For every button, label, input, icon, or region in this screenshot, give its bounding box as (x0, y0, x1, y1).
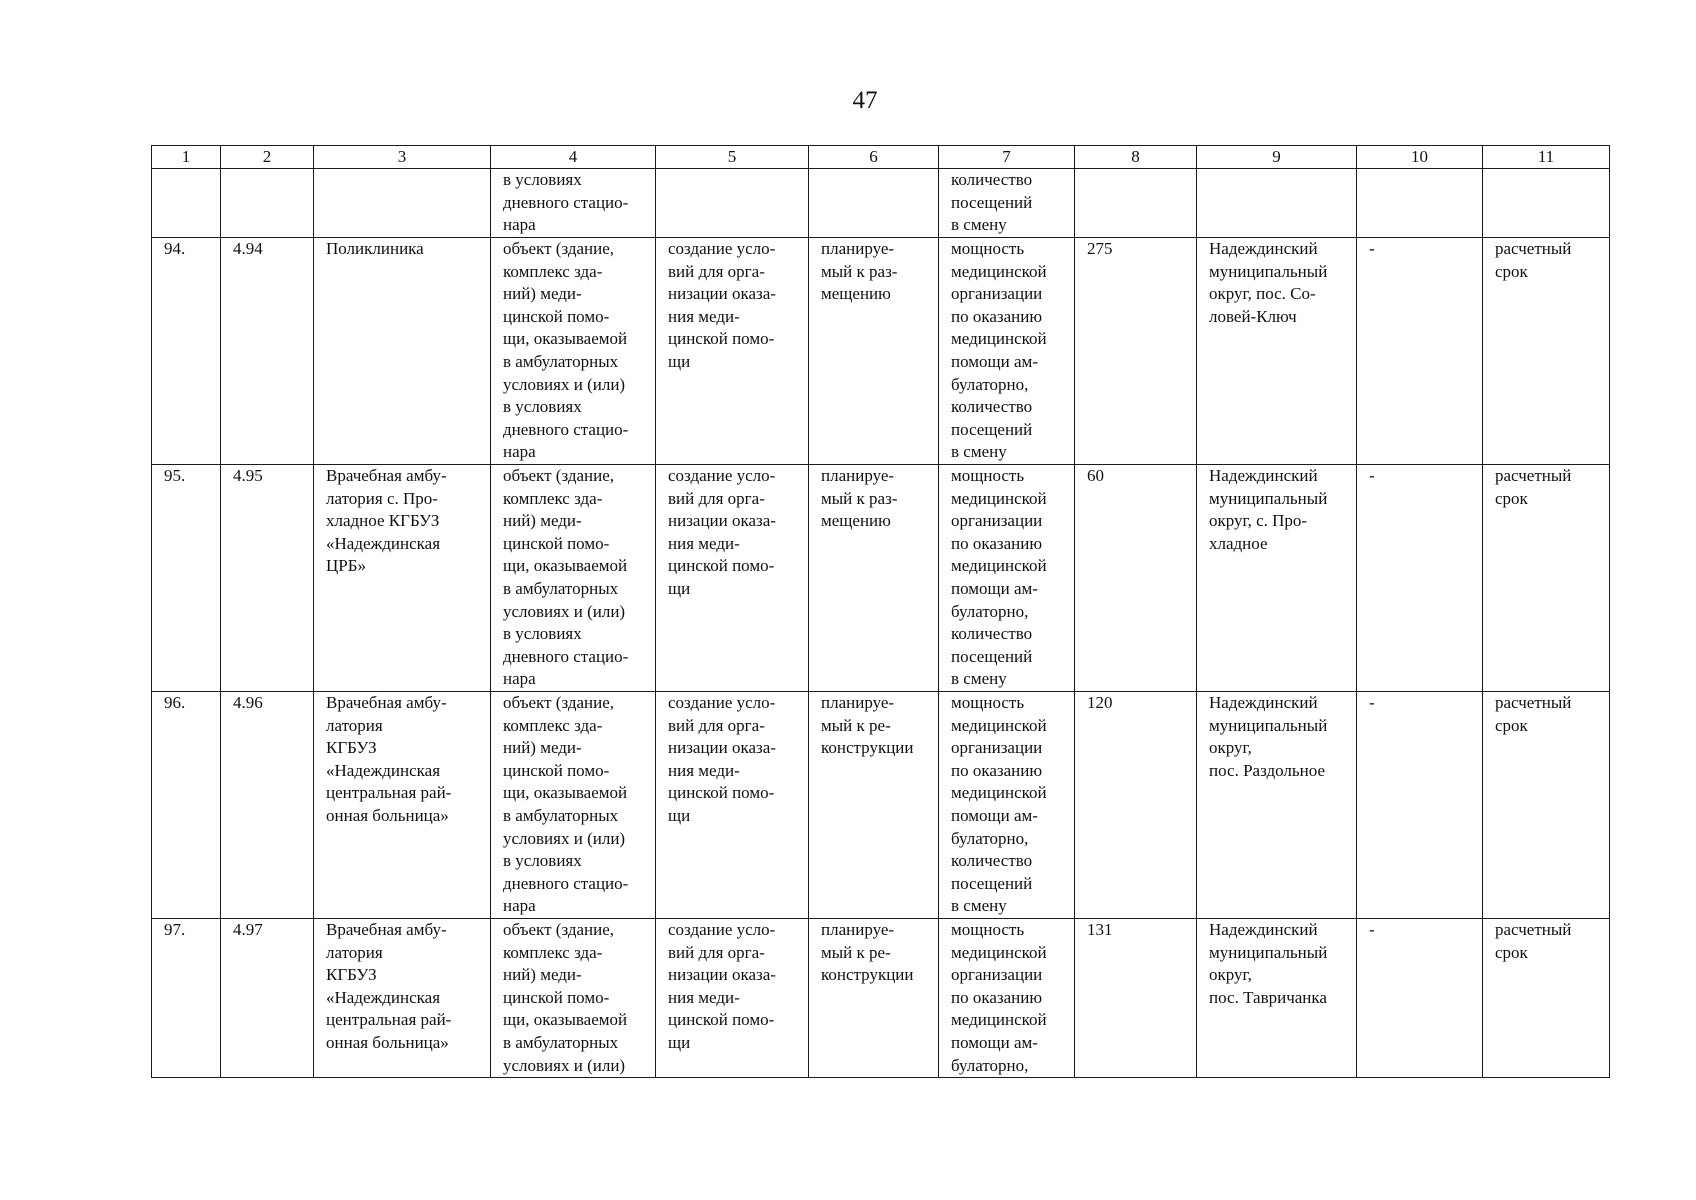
table-cell (221, 169, 314, 238)
item-code: 4.97 (221, 919, 314, 1078)
item-code: 4.95 (221, 465, 314, 692)
facility-name: Поликлиника (314, 238, 491, 465)
zone: - (1357, 238, 1483, 465)
facilities-table (151, 145, 1610, 1078)
capacity-value: 60 (1075, 465, 1197, 692)
zone: - (1357, 919, 1483, 1078)
facility-type: объект (здание, комплекс зда- ний) меди- цинской помо- щи, оказываемой в амбулаторных условиях и (или) (491, 919, 656, 1078)
capacity-value: 131 (1075, 919, 1197, 1078)
location: Надеждинский муниципальный округ, пос. Со- ловей-Ключ (1197, 238, 1357, 465)
location: Надеждинский муниципальный округ, пос. Тавричанка (1197, 919, 1357, 1078)
column-number: 4 (491, 146, 656, 169)
status: планируе- мый к ре- конструкции (809, 692, 939, 919)
location: Надеждинский муниципальный округ, с. Про- хладное (1197, 465, 1357, 692)
facility-name: Врачебная амбу- латория КГБУЗ «Надеждинская центральная рай- онная больница» (314, 919, 491, 1078)
item-code: 4.94 (221, 238, 314, 465)
item-code: 4.96 (221, 692, 314, 919)
table-cell: количество посещений в смену (939, 169, 1075, 238)
column-number: 3 (314, 146, 491, 169)
status: планируе- мый к ре- конструкции (809, 919, 939, 1078)
term: расчетный срок (1483, 465, 1610, 692)
table-cell (1197, 169, 1357, 238)
row-number: 95. (152, 465, 221, 692)
column-number: 6 (809, 146, 939, 169)
table-row-97 (152, 919, 1610, 1078)
zone: - (1357, 465, 1483, 692)
column-number: 1 (152, 146, 221, 169)
capacity-description: мощность медицинской организации по оказанию медицинской помощи ам- булаторно, (939, 919, 1075, 1078)
row-number: 96. (152, 692, 221, 919)
term: расчетный срок (1483, 919, 1610, 1078)
facility-name: Врачебная амбу- латория с. Про- хладное КГБУЗ «Надеждинская ЦРБ» (314, 465, 491, 692)
table-row-continuation (152, 169, 1610, 238)
capacity-value: 120 (1075, 692, 1197, 919)
term: расчетный срок (1483, 238, 1610, 465)
page-number: 47 (852, 87, 878, 114)
column-number: 11 (1483, 146, 1610, 169)
facility-type: объект (здание, комплекс зда- ний) меди- цинской помо- щи, оказываемой в амбулаторных условиях и (или) в условиях дневного стацио- нара (491, 465, 656, 692)
facility-type: объект (здание, комплекс зда- ний) меди- цинской помо- щи, оказываемой в амбулаторных условиях и (или) в условиях дневного стацио- нара (491, 238, 656, 465)
table-row-95 (152, 465, 1610, 692)
capacity-description: мощность медицинской организации по оказанию медицинской помощи ам- булаторно, количество посещений в смену (939, 238, 1075, 465)
facility-type: объект (здание, комплекс зда- ний) меди- цинской помо- щи, оказываемой в амбулаторных условиях и (или) в условиях дневного стацио- нара (491, 692, 656, 919)
capacity-description: мощность медицинской организации по оказанию медицинской помощи ам- булаторно, количество посещений в смену (939, 465, 1075, 692)
column-number: 5 (656, 146, 809, 169)
purpose: создание усло- вий для орга- низации оказа- ния меди- цинской помо- щи (656, 465, 809, 692)
purpose: создание усло- вий для орга- низации оказа- ния меди- цинской помо- щи (656, 692, 809, 919)
table-row-96 (152, 692, 1610, 919)
column-number: 7 (939, 146, 1075, 169)
column-number-row (152, 146, 1610, 169)
table-cell (1357, 169, 1483, 238)
column-number: 10 (1357, 146, 1483, 169)
purpose: создание усло- вий для орга- низации оказа- ния меди- цинской помо- щи (656, 919, 809, 1078)
table-cell (152, 169, 221, 238)
column-number: 8 (1075, 146, 1197, 169)
column-number: 2 (221, 146, 314, 169)
table-cell (656, 169, 809, 238)
zone: - (1357, 692, 1483, 919)
location: Надеждинский муниципальный округ, пос. Раздольное (1197, 692, 1357, 919)
capacity-description: мощность медицинской организации по оказанию медицинской помощи ам- булаторно, количество посещений в смену (939, 692, 1075, 919)
table-cell (1075, 169, 1197, 238)
status: планируе- мый к раз- мещению (809, 465, 939, 692)
facility-name: Врачебная амбу- латория КГБУЗ «Надеждинская центральная рай- онная больница» (314, 692, 491, 919)
table-cell: в условиях дневного стацио- нара (491, 169, 656, 238)
table-cell (809, 169, 939, 238)
table-cell (314, 169, 491, 238)
purpose: создание усло- вий для орга- низации оказа- ния меди- цинской помо- щи (656, 238, 809, 465)
status: планируе- мый к раз- мещению (809, 238, 939, 465)
term: расчетный срок (1483, 692, 1610, 919)
capacity-value: 275 (1075, 238, 1197, 465)
row-number: 97. (152, 919, 221, 1078)
table-cell (1483, 169, 1610, 238)
column-number: 9 (1197, 146, 1357, 169)
row-number: 94. (152, 238, 221, 465)
table-row-94 (152, 238, 1610, 465)
